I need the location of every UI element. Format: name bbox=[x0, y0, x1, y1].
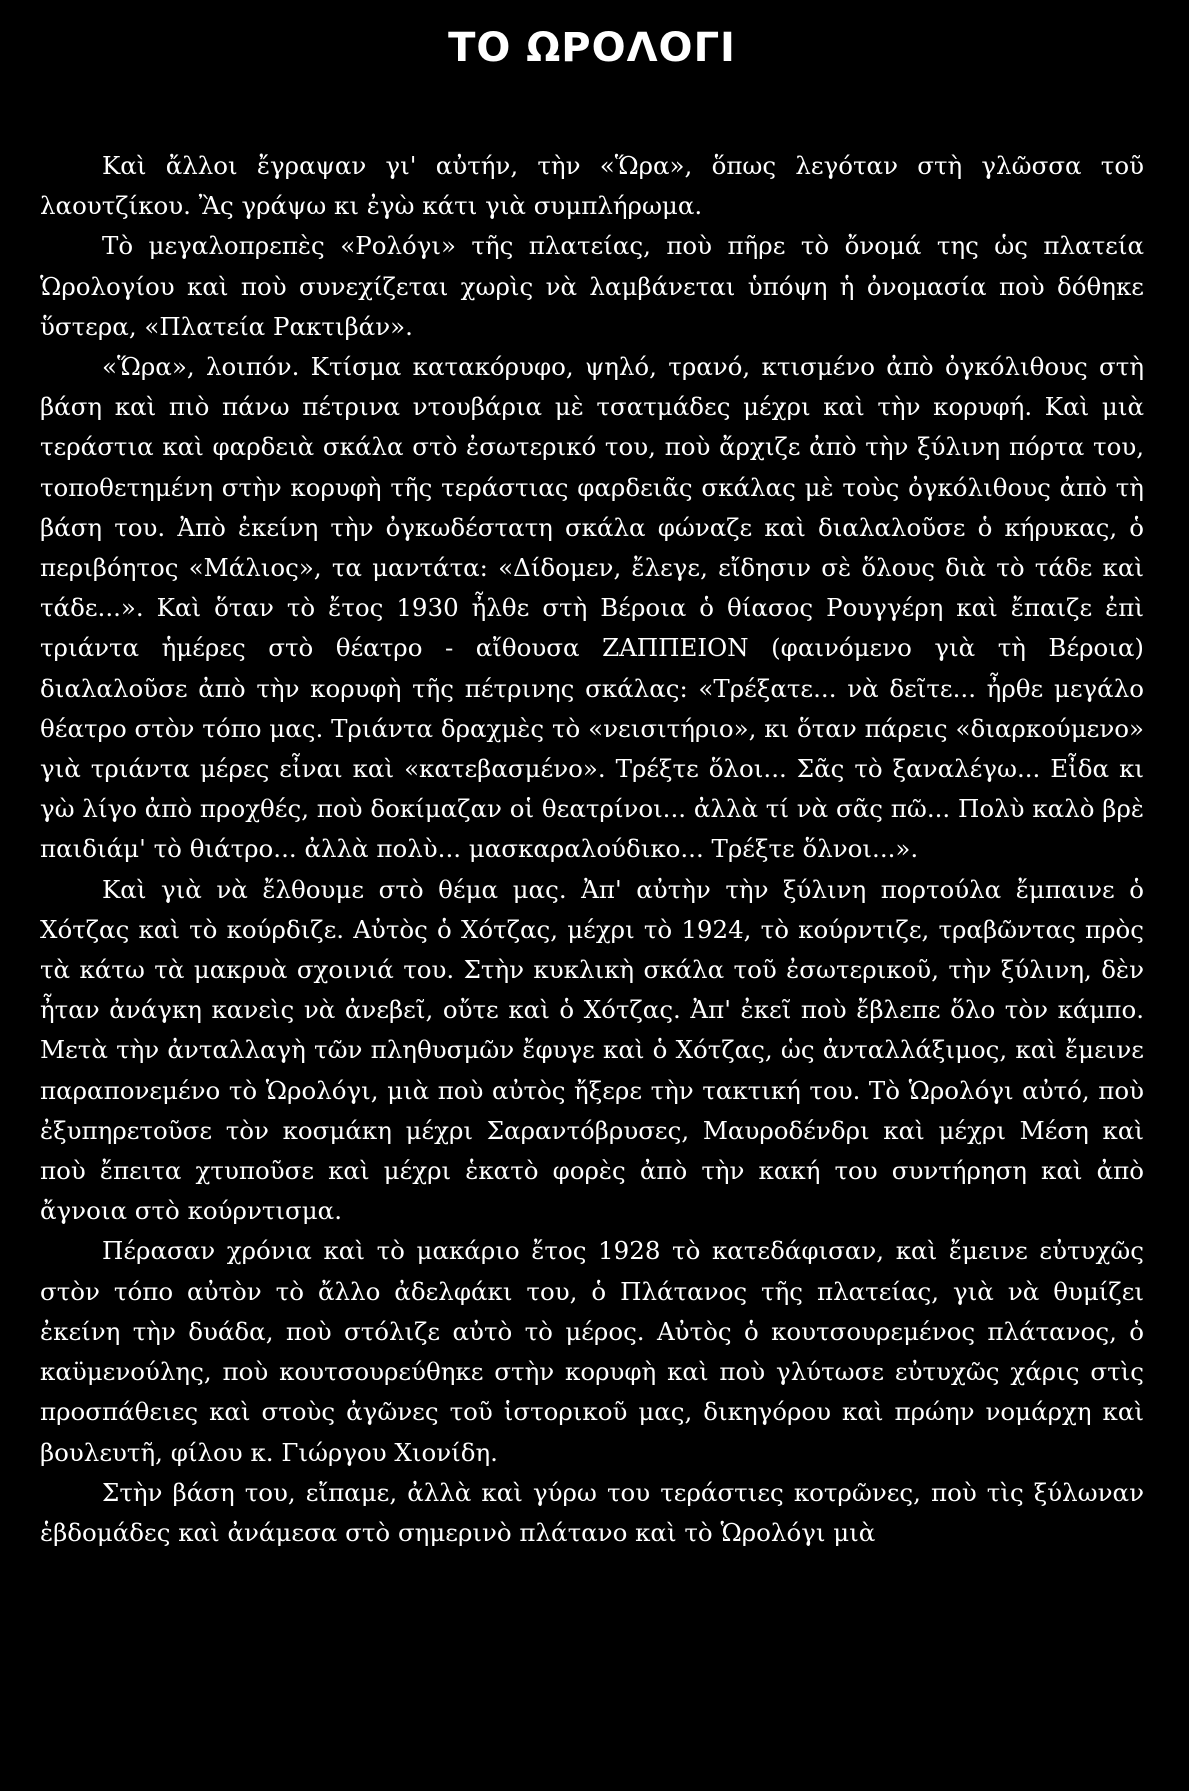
paragraph-3: «Ὥρα», λοιπόν. Κτίσμα κατακόρυφο, ψηλό, τρανό, κτισμένο ἀπὸ ὀγκόλιθους στὴ βάση καὶ πιὸ πάνω πέτρινα ντουβάρια μὲ τσατμάδες μέχρι καὶ τὴν κορυφή. Καὶ μιὰ τεράστια καὶ φαρδειὰ σκάλα στὸ ἐσωτερικό του, ποὺ ἄρχιζε ἀπὸ τὴν ξύλινη πόρτα του, τοποθετημένη στὴν κορυφὴ τῆς τεράστιας φαρδειᾶς σκάλας μὲ τοὺς ὀγκόλιθους ἀπὸ τὴ βάση του. Ἀπὸ ἐκείνη τὴν ὀγκωδέστατη σκάλα φώναζε καὶ διαλαλοῦσε ὁ κήρυκας, ὁ περιβόητος «Μάλιος», τα μαντάτα: «Δίδομεν, ἔλεγε, εἴδησιν σὲ ὅλους διὰ τὸ τάδε καὶ τάδε...». Καὶ ὅταν τὸ ἔτος 1930 ἦλθε στὴ Βέροια ὁ θίασος Ρουγγέρη καὶ ἔπαιζε ἐπὶ τριάντα ἡμέρες στὸ θέατρο - αἴθουσα ΖΑΠΠΕΙΟΝ (φαινόμενο γιὰ τὴ Βέροια) διαλαλοῦσε ἀπὸ τὴν κορυφὴ τῆς πέτρινης σκάλας: «Τρέξατε... νὰ δεῖτε... ἦρθε μεγάλο θέατρο στὸν τόπο μας. Τριάντα δραχμὲς τὸ «νεισιτήριο», κι ὅταν πάρεις «διαρκούμενο» γιὰ τριάντα μέρες εἶναι καὶ «κατεβασμένο». Τρέξτε ὅλοι... Σᾶς τὸ ξαναλέγω... Εἶδα κι γὼ λίγο ἀπὸ προχθές, ποὺ δοκίμαζαν οἱ θεατρίνοι... ἀλλὰ τί νὰ σᾶς πῶ... Πολὺ καλὸ βρὲ παιδιάμ' τὸ θιάτρο... ἀλλὰ πολὺ... μασκαραλούδικο... Τρέξτε ὅλνοι...». bbox=[40, 352, 1144, 864]
article-body bbox=[40, 146, 1144, 1553]
page-title: ΤΟ ΩΡΟΛΟΓΙ bbox=[448, 25, 736, 71]
paragraph-6: Στὴν βάση του, εἴπαμε, ἀλλὰ καὶ γύρω του τεράστιες κοτρῶνες, ποὺ τὶς ξύλωναν ἑβδομάδες καὶ ἀνάμεσα στὸ σημερινὸ πλάτανο καὶ τὸ Ὡρολόγι μιὰ bbox=[40, 1477, 1144, 1547]
paragraph-2: Τὸ μεγαλοπρεπὲς «Ρολόγι» τῆς πλατείας, ποὺ πῆρε τὸ ὄνομά της ὡς πλατεία Ὡρολογίου καὶ ποὺ συνεχίζεται χωρὶς νὰ λαμβάνεται ὑπόψη ἡ ὀνομασία ποὺ δόθηκε ὕστερα, «Πλατεία Ρακτιβάν». bbox=[40, 231, 1144, 341]
paragraph-1: Καὶ ἄλλοι ἔγραψαν γι' αὐτήν, τὴν «Ὥρα», ὅπως λεγόταν στὴ γλῶσσα τοῦ λαουτζίκου. Ἂς γράψω κι ἐγὼ κάτι γιὰ συμπλήρωμα. bbox=[40, 151, 1144, 221]
paragraph-5: Πέρασαν χρόνια καὶ τὸ μακάριο ἔτος 1928 τὸ κατεδάφισαν, καὶ ἔμεινε εὐτυχῶς στὸν τόπο αὐτὸν τὸ ἄλλο ἀδελφάκι του, ὁ Πλάτανος τῆς πλατείας, γιὰ νὰ θυμίζει ἐκείνη τὴν δυάδα, ποὺ στόλιζε αὐτὸ τὸ μέρος. Αὐτὸς ὁ κουτσουρεμένος πλάτανος, ὁ καϋμενούλης, ποὺ κουτσουρεύθηκε στὴν κορυφὴ καὶ ποὺ γλύτωσε εὐτυχῶς χάρις στὶς προσπάθειες καὶ στοὺς ἀγῶνες τοῦ ἱστορικοῦ μας, δικηγόρου καὶ πρώην νομάρχη καὶ βουλευτῆ, φίλου κ. Γιώργου Χιονίδη. bbox=[40, 1236, 1144, 1467]
paragraph-4: Καὶ γιὰ νὰ ἔλθουμε στὸ θέμα μας. Ἀπ' αὐτὴν τὴν ξύλινη πορτούλα ἔμπαινε ὁ Χότζας καὶ τὸ κούρδιζε. Αὐτὸς ὁ Χότζας, μέχρι τὸ 1924, τὸ κούρντιζε, τραβῶντας πρὸς τὰ κάτω τὰ μακρυὰ σχοινιά του. Στὴν κυκλικὴ σκάλα τοῦ ἐσωτερικοῦ, τὴν ξύλινη, δὲν ἦταν ἀνάγκη κανεὶς νὰ ἀνεβεῖ, οὔτε καὶ ὁ Χότζας. Ἀπ' ἐκεῖ ποὺ ἔβλεπε ὅλο τὸν κάμπο. Μετὰ τὴν ἀνταλλαγὴ τῶν πληθυσμῶν ἔφυγε καὶ ὁ Χότζας, ὡς ἀνταλλάξιμος, καὶ ἔμεινε παραπονεμένο τὸ Ὡρολόγι, μιὰ ποὺ αὐτὸς ἤξερε τὴν τακτική του. Τὸ Ὡρολόγι αὐτό, ποὺ ἐξυπηρετοῦσε τὸν κοσμάκη μέχρι Σαραντόβρυσες, Μαυροδένδρι καὶ μέχρι Μέση καὶ ποὺ ἔπειτα χτυποῦσε καὶ μέχρι ἑκατὸ φορὲς ἀπὸ τὴν κακή του συντήρηση καὶ ἀπὸ ἄγνοια στὸ κούρντισμα. bbox=[40, 874, 1144, 1226]
